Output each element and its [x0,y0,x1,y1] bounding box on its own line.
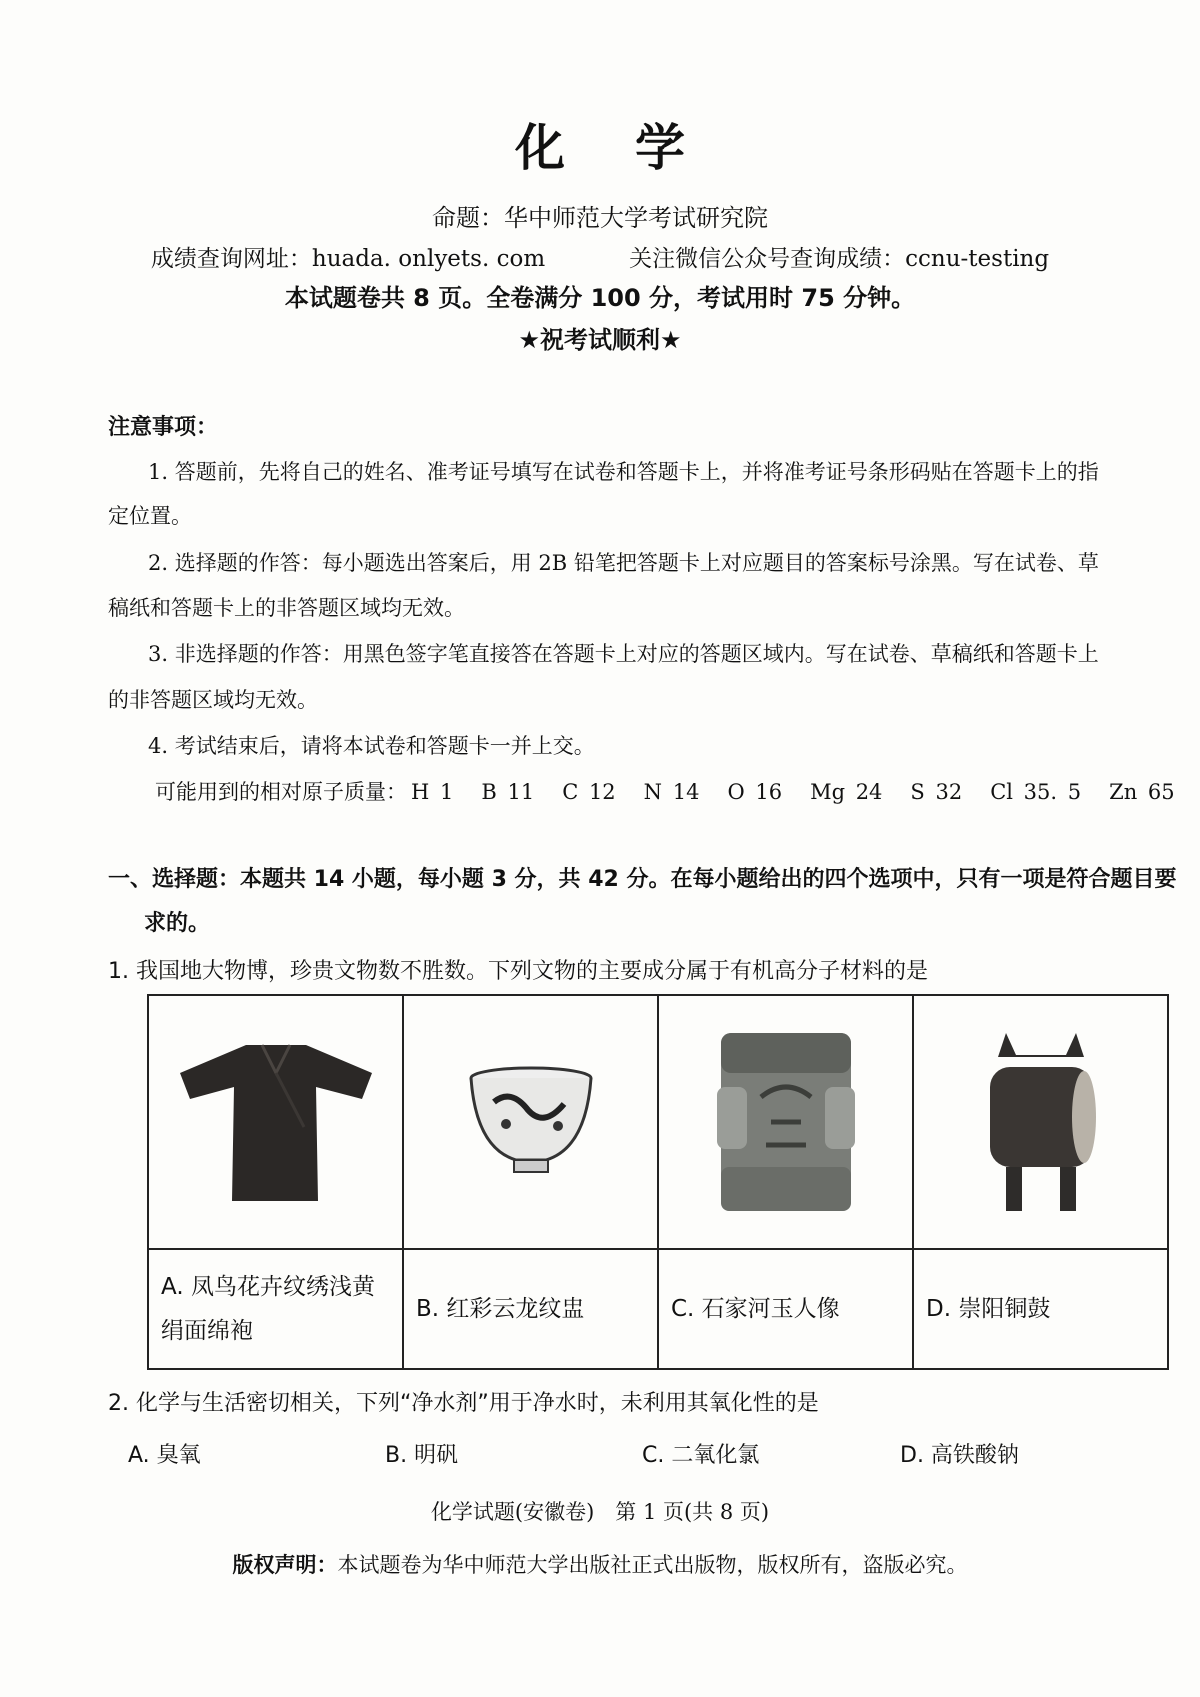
option-b [403,1249,658,1369]
option-a-image [148,995,403,1249]
question-1-stem: 1. 我国地大物博，珍贵文物数不胜数。下列文物的主要成分属于有机高分子材料的是 [108,959,928,984]
exam-author: 命题：华中师范大学考试研究院 [432,204,768,232]
score-info-line [0,240,1200,273]
section-1-heading-line-1: 一、选择题：本题共 14 小题，每小题 3 分，共 42 分。在每小题给出的四个选项中，只有一项是符合题目要 [108,867,1177,892]
option-a-label-line-2: 绢面绵袍 [161,1318,253,1344]
q2-option-d: D. 高铁酸钠 [900,1443,1019,1468]
notes-heading: 注意事项： [108,415,219,440]
mass-cl: Cl 35. 5 [990,780,1082,804]
jade-figure-icon [711,1027,861,1217]
silk-robe-icon [176,1037,376,1207]
section-1-heading-line-2: 求的。 [144,911,211,936]
option-d-image [913,995,1168,1249]
mass-s: S 32 [910,780,963,804]
atomic-masses [155,776,1200,806]
note-4-line-1: 4. 考试结束后，请将本试卷和答题卡一并上交。 [148,734,595,758]
mass-h: H 1 [411,780,454,804]
option-d-label: D. 崇阳铜鼓 [926,1296,1051,1322]
mass-zn: Zn 65 [1109,780,1175,804]
exam-info: 本试题卷共 8 页。全卷满分 100 分，考试用时 75 分钟。 [284,284,916,312]
bronze-drum-icon [976,1027,1106,1217]
note-2-line-1: 2. 选择题的作答：每小题选出答案后，用 2B 铅笔把答题卡上对应题目的答案标号涂黑。写在试卷、草 [148,551,1099,575]
page-title: 化学 [515,118,755,177]
option-c [658,1249,913,1369]
mass-label: 可能用到的相对原子质量： [155,780,407,804]
copyright-notice [0,1549,1200,1579]
mass-o: O 16 [727,780,783,804]
mass-n: N 14 [643,780,700,804]
option-c-label: C. 石家河玉人像 [671,1296,840,1322]
option-a-label-line-1: A. 凤鸟花卉纹绣浅黄 [161,1274,375,1300]
note-1-line-1: 1. 答题前，先将自己的姓名、准考证号填写在试卷和答题卡上，并将准考证号条形码贴在答题卡上的指 [148,460,1099,484]
porcelain-cup-icon [466,1062,596,1182]
note-3-line-2: 的非答题区域均无效。 [108,688,318,712]
mass-mg: Mg 24 [810,780,883,804]
question-2-stem: 2. 化学与生活密切相关，下列“净水剂”用于净水时，未利用其氧化性的是 [108,1391,819,1416]
score-url: 成绩查询网址：huada. onlyets. com [150,246,546,272]
question-1-options-table [147,994,1169,1370]
option-c-image [658,995,913,1249]
note-2-line-2: 稿纸和答题卡上的非答题区域均无效。 [108,596,465,620]
option-b-label: B. 红彩云龙纹盅 [416,1296,585,1322]
mass-b: B 11 [481,780,535,804]
exam-wish: ★祝考试顺利★ [518,326,682,354]
wechat-account: 关注微信公众号查询成绩：ccnu-testing [629,246,1050,272]
copyright-text: 本试题卷为华中师范大学出版社正式出版物，版权所有，盗版必究。 [337,1553,968,1577]
note-3-line-1: 3. 非选择题的作答：用黑色签字笔直接答在答题卡上对应的答题区域内。写在试卷、草稿纸和答题卡上 [148,642,1099,666]
option-b-image [403,995,658,1249]
q2-option-c: C. 二氧化氯 [642,1443,760,1468]
mass-c: C 12 [562,780,616,804]
option-a [148,1249,403,1369]
copyright-label: 版权声明： [232,1553,338,1577]
page-footer: 化学试题(安徽卷) 第 1 页(共 8 页) [430,1500,770,1524]
note-1-line-2: 定位置。 [108,504,192,528]
q2-option-a: A. 臭氧 [128,1443,201,1468]
option-d [913,1249,1168,1369]
q2-option-b: B. 明矾 [385,1443,459,1468]
